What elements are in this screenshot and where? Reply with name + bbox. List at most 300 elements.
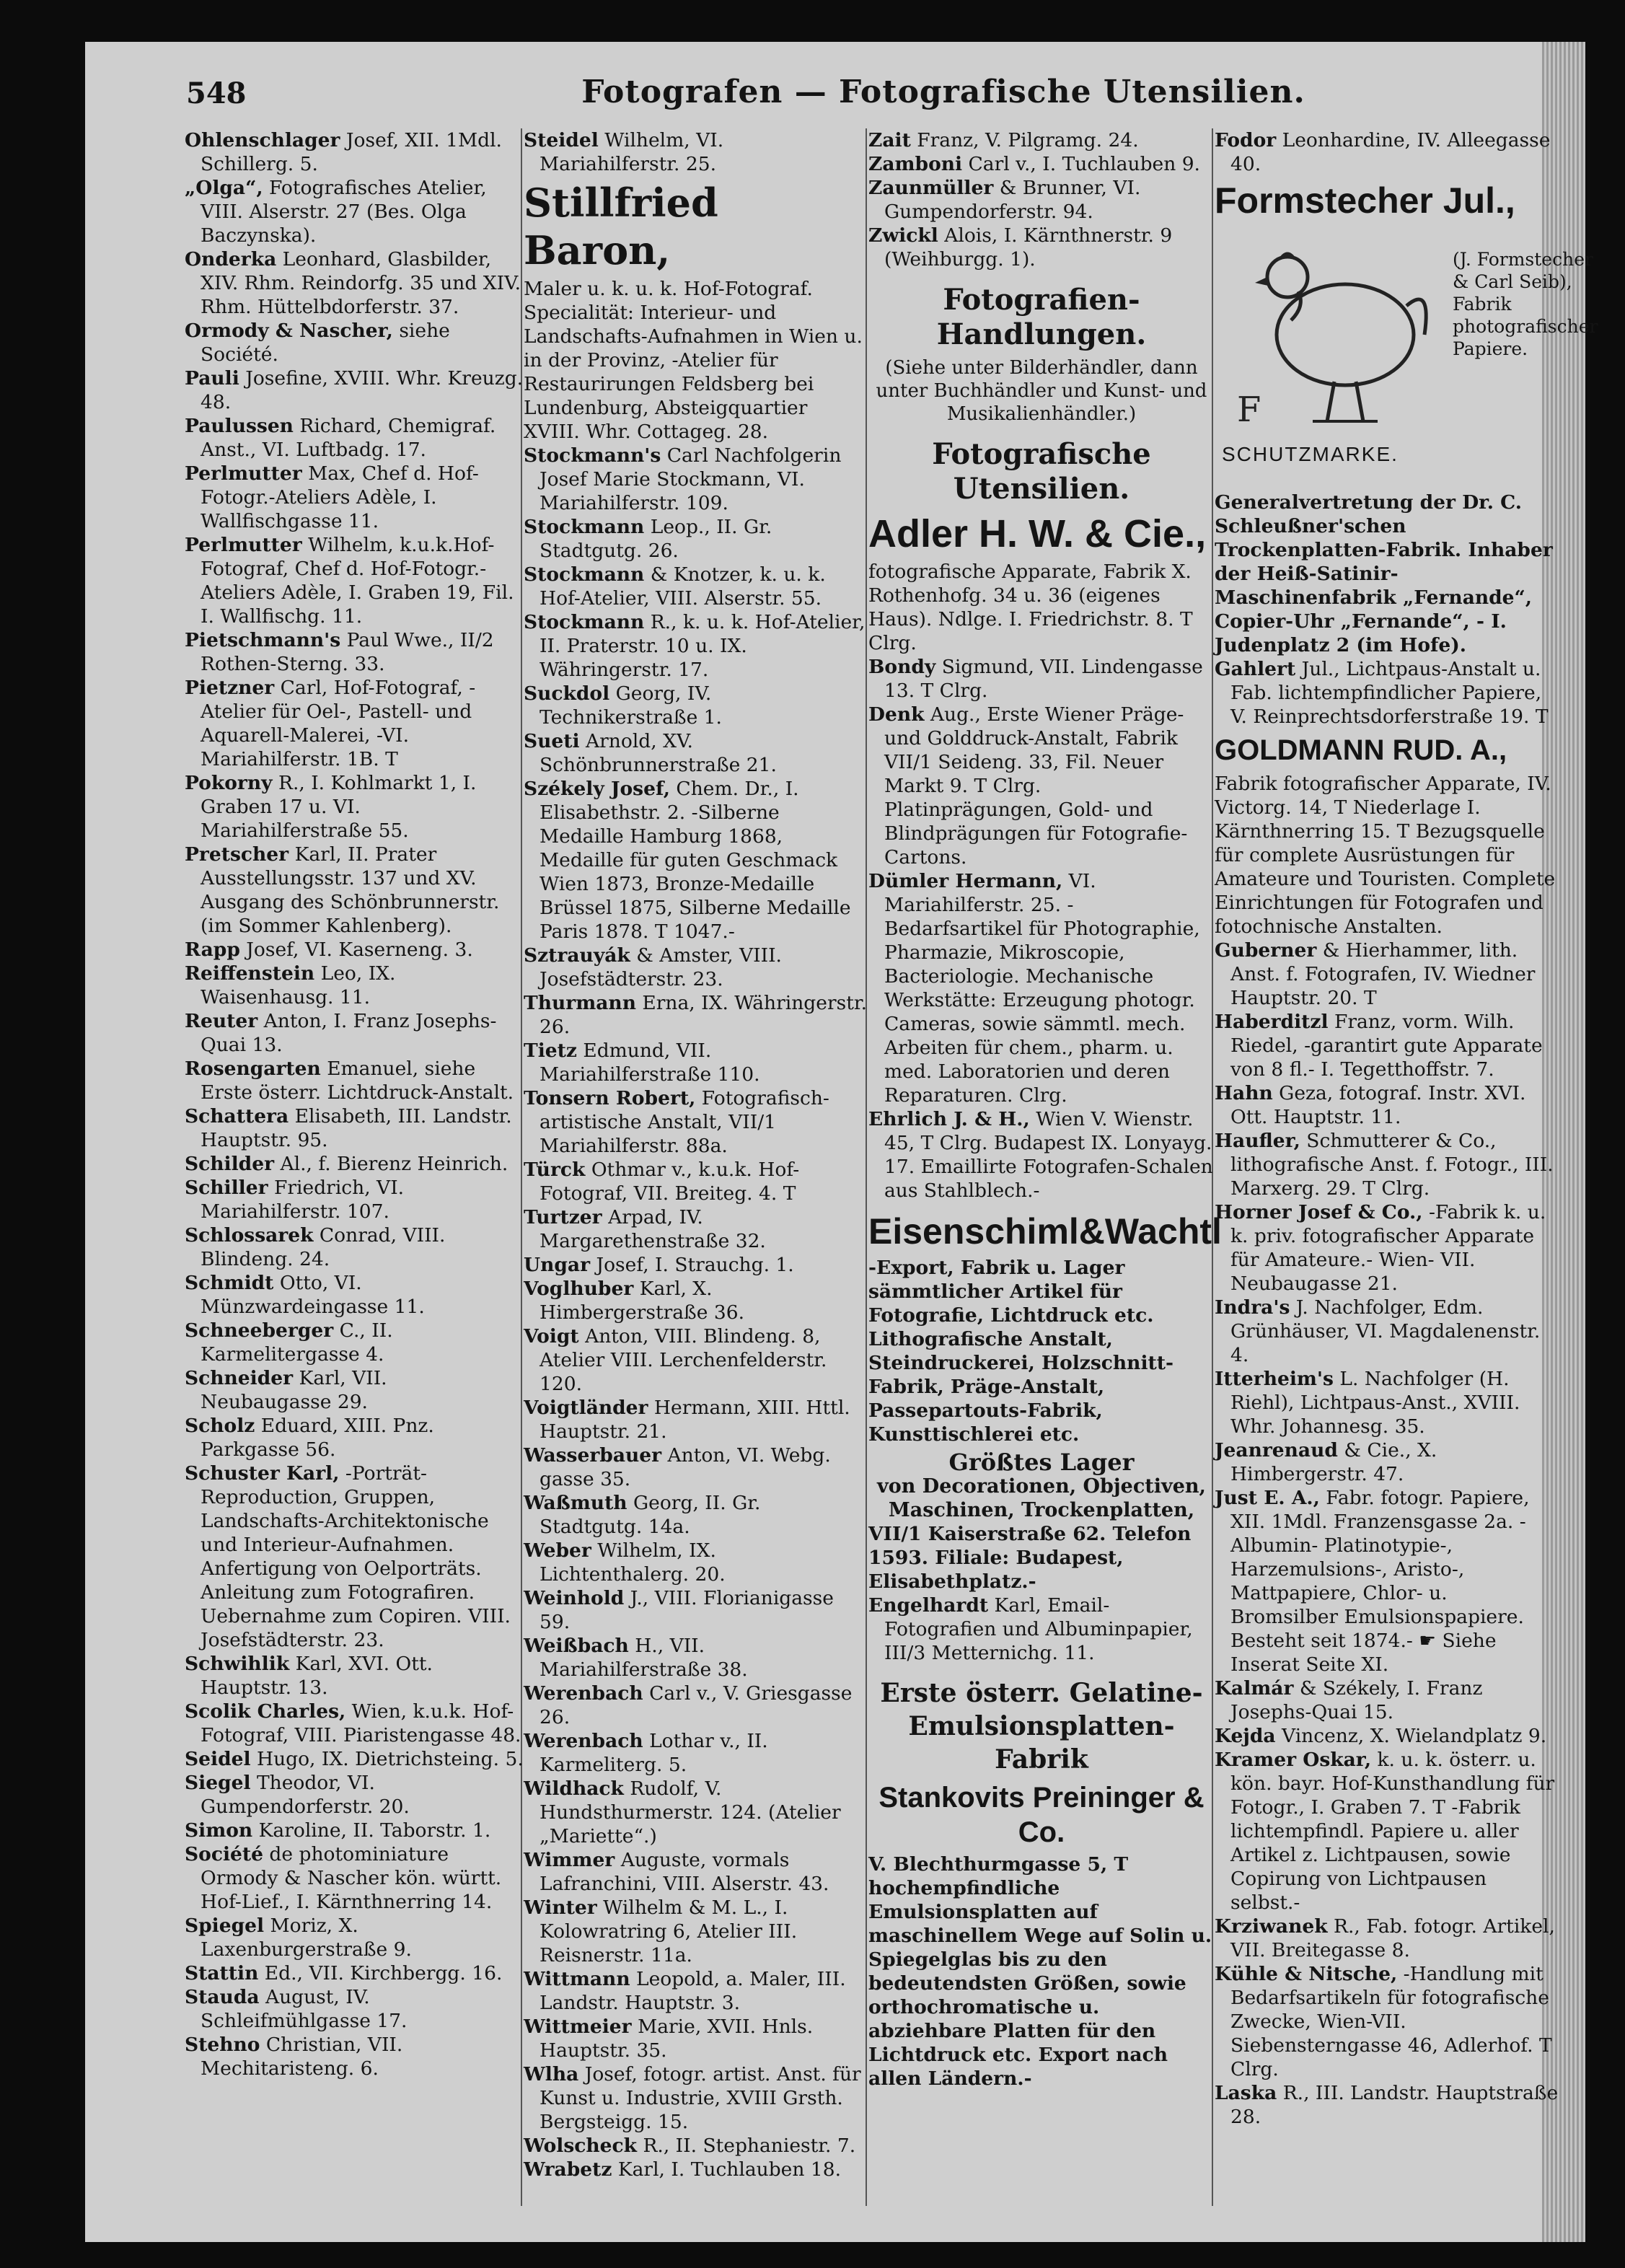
entry-text: Vincenz, X. Wielandplatz 9. [1275, 1725, 1547, 1747]
directory-entry [185, 319, 524, 366]
entry-text: J. Nachfolger, Edm. Grünhäuser, VI. Magdalenenstr. 4. [1230, 1296, 1541, 1366]
entry-name: Thurmann [524, 992, 636, 1014]
directory-entry [1215, 1962, 1561, 2081]
directory-entry [524, 1848, 868, 1896]
entry-name: Zait [868, 129, 911, 151]
entry-name: Scolik Charles, [185, 1700, 346, 1723]
directory-entry [185, 533, 524, 628]
entry-name: Székely Josef, [524, 778, 670, 800]
entry-name: Wasserbauer [524, 1444, 662, 1467]
entry-name: Stattin [185, 1962, 259, 1984]
entry-text: Leop., II. Gr. Stadtgutg. 26. [540, 516, 772, 562]
directory-entry [524, 944, 868, 991]
entry-text: Christian, VII. Mechitaristeng. 6. [201, 2034, 403, 2080]
entry-text: Wilhelm, VI. Mariahilferstr. 25. [540, 129, 724, 175]
directory-entry [1215, 657, 1561, 729]
section-title-utensilien: Fotografische Utensilien. [932, 437, 1151, 506]
entry-text: Karl, I. Tuchlauben 18. [612, 2158, 841, 2181]
entry-text: August, IV. Schleifmühlgasse 17. [201, 1986, 408, 2032]
entry-text: Karl, VII. Neubaugasse 29. [201, 1367, 387, 1413]
entry-name: Steidel [524, 129, 599, 151]
directory-entry [185, 1176, 524, 1223]
entry-name: Kejda [1215, 1725, 1276, 1747]
entry-text: C., II. Karmelitergasse 4. [201, 1319, 393, 1366]
eisenschiml-lager: Größtes Lager [948, 1449, 1135, 1476]
directory-entry [1215, 128, 1561, 176]
entry-name: Sueti [524, 730, 580, 752]
entry-name: Schuster Karl, [185, 1462, 340, 1485]
directory-entry [185, 1700, 524, 1747]
directory-entry [868, 869, 1215, 1107]
column-3 [868, 128, 1222, 2220]
directory-entry [524, 1682, 868, 1729]
entry-name: Seidel [185, 1748, 251, 1770]
adler-name: Adler H. W. & Cie., [868, 512, 1207, 555]
directory-entry [185, 1961, 524, 1985]
directory-entry [185, 1319, 524, 1366]
directory-entry [185, 414, 524, 462]
directory-entry [185, 1414, 524, 1462]
entry-text: k. u. k. österr. u. kön. bayr. Hof-Kunsthandlung für Fotogr., I. Graben 7. T -Fabrik lichtempfindl. Papiere u. aller Artikel z. Lichtpausen, sowie Copirung von Lichtpausen selbst.- [1230, 1749, 1555, 1914]
directory-entry [524, 991, 868, 1039]
directory-entry [524, 444, 868, 515]
entry-name: Wlha [524, 2063, 579, 2085]
entry-text: Emanuel, siehe Erste österr. Lichtdruck-Anstalt. [201, 1058, 514, 1104]
entry-text: J., VIII. Florianigasse 59. [540, 1587, 834, 1633]
entry-text: Karoline, II. Taborstr. 1. [252, 1819, 491, 1842]
entry-text: Karl, II. Prater Ausstellungsstr. 137 und XV. Ausgang des Schönbrunnerstr. (im Sommer Kahlenberg). [201, 843, 500, 937]
entry-name: Perlmutter [185, 462, 302, 485]
adler-text: fotografische Apparate, Fabrik X. Rothenhofg. 34 u. 36 (eigenes Haus). Ndlge. I. Friedrichstr. 8. T Clrg. [868, 561, 1193, 654]
directory-entry [185, 628, 524, 676]
directory-entry [185, 1771, 524, 1819]
directory-entry [524, 1777, 868, 1848]
directory-entry [868, 1107, 1215, 1203]
entry-name: Pietzner [185, 677, 275, 699]
directory-entry [185, 938, 524, 962]
directory-entry [524, 1205, 868, 1253]
entry-text: Fabr. fotogr. Papiere, XII. 1Mdl. Franzensgasse 2a. -Albumin- Platinotypie-, Harzemulsions-, Aristo-, Mattpapiere, Chlor- u. Bromsilber Emulsionspapiere. Besteht seit 1874.- ☛ Siehe Inserat Seite XI. [1230, 1487, 1530, 1676]
entry-name: Reiffenstein [185, 962, 315, 985]
entry-text: Friedrich, VI. Mariahilferstr. 107. [201, 1177, 405, 1223]
directory-entry [524, 1039, 868, 1086]
directory-entry [185, 1152, 524, 1176]
directory-entry [524, 610, 868, 682]
entry-text: Leo, IX. Waisenhausg. 11. [201, 962, 396, 1008]
eisenschiml-text: -Export, Fabrik u. Lager sämmtlicher Artikel für Fotografie, Lichtdruck etc. Lithografische Anstalt, Steindruckerei, Holzschnitt-Fabrik, Präge-Anstalt, Passepartouts-Fabrik, Kunsttischlerei etc. [868, 1257, 1173, 1446]
entry-text: Max, Chef d. Hof-Fotogr.-Ateliers Adèle, I. Wallfischgasse 11. [201, 462, 479, 532]
entry-name: Dümler Hermann, [868, 870, 1063, 892]
directory-entry [1215, 1129, 1561, 1200]
directory-entry [1215, 1438, 1561, 1486]
entry-name: Haufler, [1215, 1130, 1300, 1152]
entry-text: & Brunner, VI. Gumpendorferstr. 94. [884, 177, 1141, 223]
stillfried-name: Stillfried Baron, [524, 180, 718, 273]
entry-name: Kramer Oskar, [1215, 1749, 1372, 1771]
directory-entry [185, 1223, 524, 1271]
entry-name: Ohlenschlager [185, 129, 340, 151]
directory-entry [524, 1586, 868, 1634]
section-title-handlungen: Fotografien-Handlungen. [936, 283, 1147, 351]
entry-name: Tietz [524, 1040, 577, 1062]
entry-text: & Amster, VIII. Josefstädterstr. 23. [540, 944, 782, 990]
entry-name: Schlossarek [185, 1224, 314, 1247]
formstecher-name: Formstecher Jul., [1215, 180, 1515, 221]
directory-entry [868, 128, 1215, 152]
entry-text: Leonhard, Glasbilder, XIV. Rhm. Reindorfg. 35 und XIV. Rhm. Hüttelbdorferstr. 37. [201, 248, 521, 318]
column-2 [524, 128, 868, 2220]
entry-text: Josefine, XVIII. Whr. Kreuzg. 48. [201, 367, 524, 413]
entry-text: R., III. Landstr. Hauptstraße 28. [1230, 2082, 1559, 2128]
page-header [186, 71, 1556, 128]
directory-entry [524, 2015, 868, 2062]
entry-text: Georg, II. Gr. Stadtgutg. 14a. [540, 1492, 761, 1538]
entry-text: Jul., Lichtpaus-Anstalt u. Fab. lichtempfindlicher Papiere, V. Reinprechtsdorferstraße 19. T [1230, 658, 1549, 728]
entry-name: Schneeberger [185, 1319, 334, 1342]
entry-name: Rapp [185, 939, 240, 961]
directory-entry [1215, 1010, 1561, 1081]
entry-text: Anton, I. Franz Josephs-Quai 13. [201, 1010, 497, 1056]
entry-name: Wildhack [524, 1777, 624, 1800]
entry-text: Chem. Dr., I. Elisabethstr. 2. -Silberne Medaille Hamburg 1868, Medaille für guten Geschmack Wien 1873, Bronze-Medaille Brüssel 1875, Silberne Medaille Paris 1878. T 1047.- [540, 778, 851, 943]
entry-text: H., VII. Mariahilferstraße 38. [540, 1635, 748, 1681]
directory-entry [1215, 1081, 1561, 1129]
entry-text: Carl v., V. Griesgasse 26. [540, 1682, 853, 1728]
entry-name: Turtzer [524, 1206, 602, 1228]
directory-entry [1215, 1296, 1561, 1367]
directory-entry [524, 1277, 868, 1324]
entry-name: Pietschmann's [185, 629, 341, 651]
formstecher-text: Generalvertretung der Dr. C. Schleußner'schen Trockenplatten-Fabrik. Inhaber der Heiß-Satinir-Maschinenfabrik „Fernande“, Copier-Uhr „Fernande“, - I. Judenplatz 2 (im Hofe). [1215, 491, 1553, 656]
directory-entry [185, 366, 524, 414]
entry-name: Werenbach [524, 1730, 643, 1752]
entry-text: Josef, VI. Kaserneng. 3. [239, 939, 473, 961]
entry-text: siehe Société. [201, 320, 450, 366]
entry-text: & Székely, I. Franz Josephs-Quai 15. [1230, 1677, 1483, 1723]
directory-entry [1215, 939, 1561, 1010]
entry-name: Gahlert [1215, 658, 1296, 680]
entry-name: Horner Josef & Co., [1215, 1201, 1423, 1223]
entry-name: Weißbach [524, 1635, 629, 1657]
entry-text: Elisabeth, III. Landstr. Hauptstr. 95. [201, 1105, 512, 1151]
entry-name: Wolscheck [524, 2135, 638, 2157]
directory-entry [868, 1594, 1215, 1665]
formstecher-side: (J. Formstecher & Carl Seib), Fabrik photografischer Papiere. [1453, 249, 1598, 359]
entry-text: Sigmund, VII. Lindengasse 13. T Clrg. [884, 656, 1203, 702]
directory-entry [185, 1819, 524, 1842]
entry-text: Richard, Chemigraf. Anst., VI. Luftbadg. 17. [201, 415, 496, 461]
entry-name: Just E. A., [1215, 1487, 1320, 1509]
entry-name: Stehno [185, 2034, 260, 2056]
entry-text: Georg, IV. Technikerstraße 1. [540, 682, 722, 729]
column-1 [185, 128, 524, 2220]
entry-name: Wittmann [524, 1968, 630, 1990]
directory-entry [524, 1967, 868, 2015]
entry-name: Tonsern Robert, [524, 1087, 696, 1109]
entry-text: L. Nachfolger (H. Riehl), Lichtpaus-Anst., XVIII. Whr. Johannesg. 35. [1230, 1368, 1520, 1438]
entry-name: Guberner [1215, 939, 1317, 962]
entry-text: VI. Mariahilferstr. 25. - Bedarfsartikel für Photographie, Pharmazie, Mikroscopie, Bacteriologie. Mechanische Werkstätte: Erzeugung photogr. Cameras, sowie sämmtl. mech. Arbeiten für chem., pharm. u. med. Laboratorien und deren Reparaturen. Clrg. [884, 870, 1200, 1107]
directory-entry [185, 1462, 524, 1652]
entry-text: Fotografisch-artistische Anstalt, VII/1 Mariahilferstr. 88a. [540, 1087, 829, 1157]
entry-name: Spiegel [185, 1915, 265, 1937]
entry-text: Paul Wwe., II/2 Rothen-Sterng. 33. [201, 629, 494, 675]
entry-text: Rudolf, V. Hundsthurmerstr. 124. (Atelier „Mariette“.) [540, 1777, 841, 1847]
column-4 [1215, 128, 1598, 2220]
entry-text: Anton, VI. Webg. gasse 35. [540, 1444, 831, 1490]
directory-entry [868, 224, 1215, 271]
directory-entry [185, 1271, 524, 1319]
goldmann-text: Fabrik fotografischer Apparate, IV. Victorg. 14, T Niederlage I. Kärnthnerring 15. T Bezugsquelle für complete Ausrüstungen für Amateure und Touristen. Complete Einrichtungen für Fotografen und fotochnische Anstalten. [1215, 773, 1556, 938]
entry-name: Stockmann [524, 563, 645, 586]
entry-name: Siegel [185, 1772, 251, 1794]
entry-name: Perlmutter [185, 534, 302, 556]
entry-name: Kalmár [1215, 1677, 1294, 1700]
entry-name: Fodor [1215, 129, 1277, 151]
directory-entry [868, 655, 1215, 703]
directory-entry [524, 128, 868, 176]
directory-entry [524, 2158, 868, 2181]
directory-entry [185, 1914, 524, 1961]
directory-entry [185, 1985, 524, 2033]
entry-name: Hahn [1215, 1082, 1273, 1104]
erste-text: V. Blechthurmgasse 5, T hochempfindliche Emulsionsplatten auf maschinellem Wege auf Solin u. Spiegelglas bis zu den bedeutendsten Größen, sowie orthochromatische u. abziehbare Platten für den Lichtdruck etc. Export nach allen Ländern.- [868, 1853, 1212, 2090]
entry-text: Karl, X. Himbergerstraße 36. [540, 1278, 745, 1324]
entry-name: Denk [868, 703, 925, 726]
entry-name: Société [185, 1843, 263, 1865]
entry-name: Voigtländer [524, 1397, 648, 1419]
directory-entry [524, 1539, 868, 1586]
entry-text: de photominiature Ormody & Nascher kön. württ. Hof-Lief., I. Kärnthnerring 14. [201, 1843, 502, 1913]
directory-entry [868, 152, 1215, 176]
entry-name: Schiller [185, 1177, 268, 1199]
directory-entry [524, 1634, 868, 1682]
entry-text: Karl, Email-Fotografien und Albuminpapier, III/3 Metternichg. 11. [884, 1594, 1193, 1664]
entry-name: Waßmuth [524, 1492, 627, 1514]
entry-text: Franz, vorm. Wilh. Riedel, -garantirt gute Apparate von 8 fl.- I. Tegetthoffstr. 7. [1230, 1011, 1543, 1081]
entry-name: Onderka [185, 248, 277, 271]
directory-entry [1215, 1367, 1561, 1438]
entry-text: Erna, IX. Währingerstr. 26. [540, 992, 868, 1038]
directory-entry [185, 176, 524, 247]
entry-name: Ehrlich J. & H., [868, 1108, 1030, 1130]
entry-text: Geza, fotograf. Instr. XVI. Ott. Hauptstr. 11. [1230, 1082, 1526, 1128]
directory-entry [524, 1443, 868, 1491]
entry-name: Türck [524, 1159, 586, 1181]
entry-text: Conrad, VIII. Blindeng. 24. [201, 1224, 446, 1270]
entry-name: Weinhold [524, 1587, 625, 1609]
directory-entry [1215, 2081, 1561, 2129]
entry-text: Otto, VI. Münzwardeingasse 11. [201, 1272, 425, 1318]
directory-entry [185, 2033, 524, 2080]
directory-entry [524, 1491, 868, 1539]
entry-name: Winter [524, 1896, 597, 1919]
entry-name: „Olga“, [185, 177, 263, 199]
entry-text: Theodor, VI. Gumpendorferstr. 20. [201, 1772, 410, 1818]
goldmann-name: GOLDMANN RUD. A., [1215, 734, 1507, 766]
directory-entry [524, 563, 868, 610]
directory-entry [524, 682, 868, 729]
directory-entry [185, 128, 524, 176]
entry-text: Josef, XII. 1Mdl. Schillerg. 5. [201, 129, 502, 175]
entry-text: Franz, V. Pilgramg. 24. [910, 129, 1139, 151]
entry-name: Voglhuber [524, 1278, 634, 1300]
hen-logo-icon [1219, 227, 1435, 443]
entry-name: Engelhardt [868, 1594, 989, 1617]
entry-text: & Hierhammer, lith. Anst. f. Fotografen, IV. Wiedner Hauptstr. 20. T [1230, 939, 1536, 1009]
directory-entry [1215, 1915, 1561, 1962]
entry-name: Zamboni [868, 153, 963, 175]
directory-page [85, 42, 1598, 2242]
entry-name: Jeanrenaud [1215, 1439, 1338, 1462]
entry-text: Karl, XVI. Ott. Hauptstr. 13. [201, 1653, 433, 1699]
entry-name: Suckdol [524, 682, 610, 705]
entry-text: Marie, XVII. Hnls. Hauptstr. 35. [540, 2016, 814, 2062]
directory-entry [524, 2062, 868, 2134]
entry-text: -Porträt-Reproduction, Gruppen, Landschafts-Architektonische und Interieur-Aufnahmen. Anfertigung von Oelporträts. Anleitung zum Fotografiren. Uebernahme zum Copiren. VIII. Josefstädterstr. 23. [201, 1462, 511, 1651]
entry-name: Schilder [185, 1153, 275, 1175]
directory-entry [185, 1366, 524, 1414]
entry-text: Schmutterer & Co., lithografische Anst. f. Fotogr., III. Marxerg. 29. T Clrg. [1230, 1130, 1554, 1200]
entry-text: Edmund, VII. Mariahilferstraße 110. [540, 1040, 760, 1086]
entry-text: -Fabrik k. u. k. priv. fotografischer Apparate für Amateure.- Wien- VII. Neubaugasse 21. [1230, 1201, 1546, 1295]
entry-text: -Handlung mit Bedarfsartikeln für fotografische Zwecke, Wien-VII. Siebensterngasse 46, Adlerhof. T Clrg. [1230, 1963, 1552, 2080]
entry-text: R., I. Kohlmarkt 1, I. Graben 17 u. VI. Mariahilferstraße 55. [201, 772, 477, 842]
eisenschiml-lager-text: von Decorationen, Objectiven, Maschinen, Trockenplatten, [877, 1475, 1206, 1521]
directory-entry [1215, 1724, 1561, 1748]
entry-name: Ormody & Nascher, [185, 320, 393, 342]
directory-entry [1215, 1676, 1561, 1724]
entry-name: Weber [524, 1539, 591, 1562]
schutzmarke-label: SCHUTZMARKE. [1222, 443, 1399, 465]
directory-entry [1215, 1486, 1561, 1676]
entry-name: Schwihlik [185, 1653, 290, 1675]
entry-text: Hugo, IX. Dietrichsteing. 5. [250, 1748, 524, 1770]
entry-name: Kühle & Nitsche, [1215, 1963, 1398, 1985]
directory-entry [185, 1842, 524, 1914]
entry-name: Wimmer [524, 1849, 615, 1871]
directory-entry [185, 1009, 524, 1057]
entry-text: Lothar v., II. Karmeliterg. 5. [540, 1730, 768, 1776]
directory-entry [1215, 1748, 1561, 1915]
entry-name: Sztrauyák [524, 944, 630, 967]
directory-entry [185, 771, 524, 843]
entry-text: R., II. Stephaniestr. 7. [637, 2135, 856, 2157]
entry-name: Scholz [185, 1415, 255, 1437]
entry-text: R., k. u. k. Hof-Atelier, II. Praterstr. 10 u. IX. Währingerstr. 17. [540, 611, 866, 681]
erste-title: Erste österr. Gelatine-Emulsionsplatten-Fabrik [880, 1678, 1203, 1775]
entry-text: Hermann, XIII. Httl. Hauptstr. 21. [540, 1397, 850, 1443]
entry-text: Leopold, a. Maler, III. Landstr. Hauptstr. 3. [540, 1968, 846, 2014]
entry-text: R., Fab. fotogr. Artikel, VII. Breitegasse 8. [1230, 1915, 1555, 1961]
entry-name: Pokorny [185, 772, 273, 794]
entry-name: Reuter [185, 1010, 258, 1032]
entry-text: Moriz, X. Laxenburgerstraße 9. [201, 1915, 412, 1961]
entry-name: Itterheim's [1215, 1368, 1334, 1390]
entry-text: Leonhardine, IV. Alleegasse 40. [1230, 129, 1551, 175]
directory-entry [524, 1896, 868, 1967]
eisenschiml-name: Eisenschiml&Wachtl [868, 1211, 1222, 1252]
directory-entry [524, 2134, 868, 2158]
entry-text: Al., f. Bierenz Heinrich. [274, 1153, 508, 1175]
directory-entry [524, 777, 868, 944]
directory-entry [524, 729, 868, 777]
entry-text: Wilhelm, IX. Lichtenthalerg. 20. [540, 1539, 726, 1586]
directory-entry [524, 1253, 868, 1277]
erste-name: Stankovits Preininger & Co. [878, 1782, 1205, 1848]
directory-entry [185, 247, 524, 319]
entry-text: Josef, I. Strauchg. 1. [590, 1254, 794, 1276]
entry-text: Alois, I. Kärnthnerstr. 9 (Weihburgg. 1). [884, 224, 1173, 271]
page-number: 548 [186, 76, 247, 110]
directory-entry [524, 1324, 868, 1396]
directory-entry [1215, 1200, 1561, 1296]
entry-name: Krziwanek [1215, 1915, 1328, 1938]
entry-name: Indra's [1215, 1296, 1290, 1319]
entry-name: Werenbach [524, 1682, 643, 1705]
entry-name: Pauli [185, 367, 239, 390]
entry-name: Pretscher [185, 843, 289, 866]
entry-name: Voigt [524, 1325, 579, 1348]
directory-entry [185, 1747, 524, 1771]
entry-name: Wrabetz [524, 2158, 612, 2181]
directory-entry [524, 1158, 868, 1205]
directory-entry [185, 1057, 524, 1104]
entry-text: Fotografisches Atelier, VIII. Alserstr. 27 (Bes. Olga Baczynska). [201, 177, 487, 247]
directory-entry [185, 1104, 524, 1152]
running-title: Fotografen — Fotografische Utensilien. [581, 74, 1305, 110]
entry-name: Schneider [185, 1367, 294, 1389]
entry-text: Wilhelm & M. L., I. Kolowratring 6, Atelier III. Reisnerstr. 11a. [540, 1896, 798, 1966]
entry-name: Laska [1215, 2082, 1277, 2104]
entry-text: & Knotzer, k. u. k. Hof-Atelier, VIII. Alserstr. 55. [540, 563, 826, 610]
entry-name: Stockmann [524, 611, 645, 633]
entry-name: Ungar [524, 1254, 591, 1276]
entry-name: Zaunmüller [868, 177, 994, 199]
entry-text: Auguste, vormals Lafranchini, VIII. Alserstr. 43. [540, 1849, 829, 1895]
entry-text: Carl Nachfolgerin Josef Marie Stockmann, VI. Mariahilferstr. 109. [540, 444, 842, 514]
entry-name: Rosengarten [185, 1058, 321, 1080]
entry-name: Stockmann's [524, 444, 661, 467]
entry-name: Paulussen [185, 415, 294, 437]
directory-entry [185, 676, 524, 771]
entry-name: Schattera [185, 1105, 289, 1128]
entry-text: Eduard, XIII. Pnz. Parkgasse 56. [201, 1415, 434, 1461]
entry-name: Haberditzl [1215, 1011, 1329, 1033]
directory-entry [524, 1396, 868, 1443]
entry-text: Josef, fotogr. artist. Anst. für Kunst u. Industrie, XVIII Grsth. Bergsteigg. 15. [540, 2063, 861, 2133]
directory-entry [185, 843, 524, 938]
entry-name: Simon [185, 1819, 253, 1842]
entry-text: Wilhelm, k.u.k.Hof-Fotograf, Chef d. Hof-Fotogr.-Ateliers Adèle, I. Graben 19, Fil. I. Wallfischg. 11. [201, 534, 514, 628]
directory-entry [524, 1729, 868, 1777]
formstecher-monogram: F [1237, 390, 1261, 430]
directory-entry [524, 1086, 868, 1158]
entry-name: Bondy [868, 656, 936, 678]
directory-entry [185, 462, 524, 533]
entry-text: Ed., VII. Kirchbergg. 16. [258, 1962, 503, 1984]
entry-text: Othmar v., k.u.k. Hof-Fotograf, VII. Breiteg. 4. T [540, 1159, 800, 1205]
directory-entry [868, 703, 1215, 869]
entry-text: & Cie., X. Himbergerstr. 47. [1230, 1439, 1437, 1485]
entry-text: Arpad, IV. Margarethenstraße 32. [540, 1206, 766, 1252]
entry-name: Stockmann [524, 516, 645, 538]
entry-name: Zwickl [868, 224, 938, 247]
entry-text: Aug., Erste Wiener Präge- und Golddruck-Anstalt, Fabrik VII/1 Seideng. 33, Fil. Neuer Markt 9. T Clrg. Platinprägungen, Gold- und Blindprägungen für Fotografie-Cartons. [884, 703, 1188, 869]
entry-text: Wien V. Wienstr. 45, T Clrg. Budapest IX. Lonyayg. 17. Emaillirte Fotografen-Schalen aus Stahlblech.- [884, 1108, 1213, 1202]
section-note-handlungen: (Siehe unter Bilderhändler, dann unter Buchhändler und Kunst- und Musikalienhändler.) [876, 357, 1207, 425]
entry-name: Stauda [185, 1986, 260, 2008]
